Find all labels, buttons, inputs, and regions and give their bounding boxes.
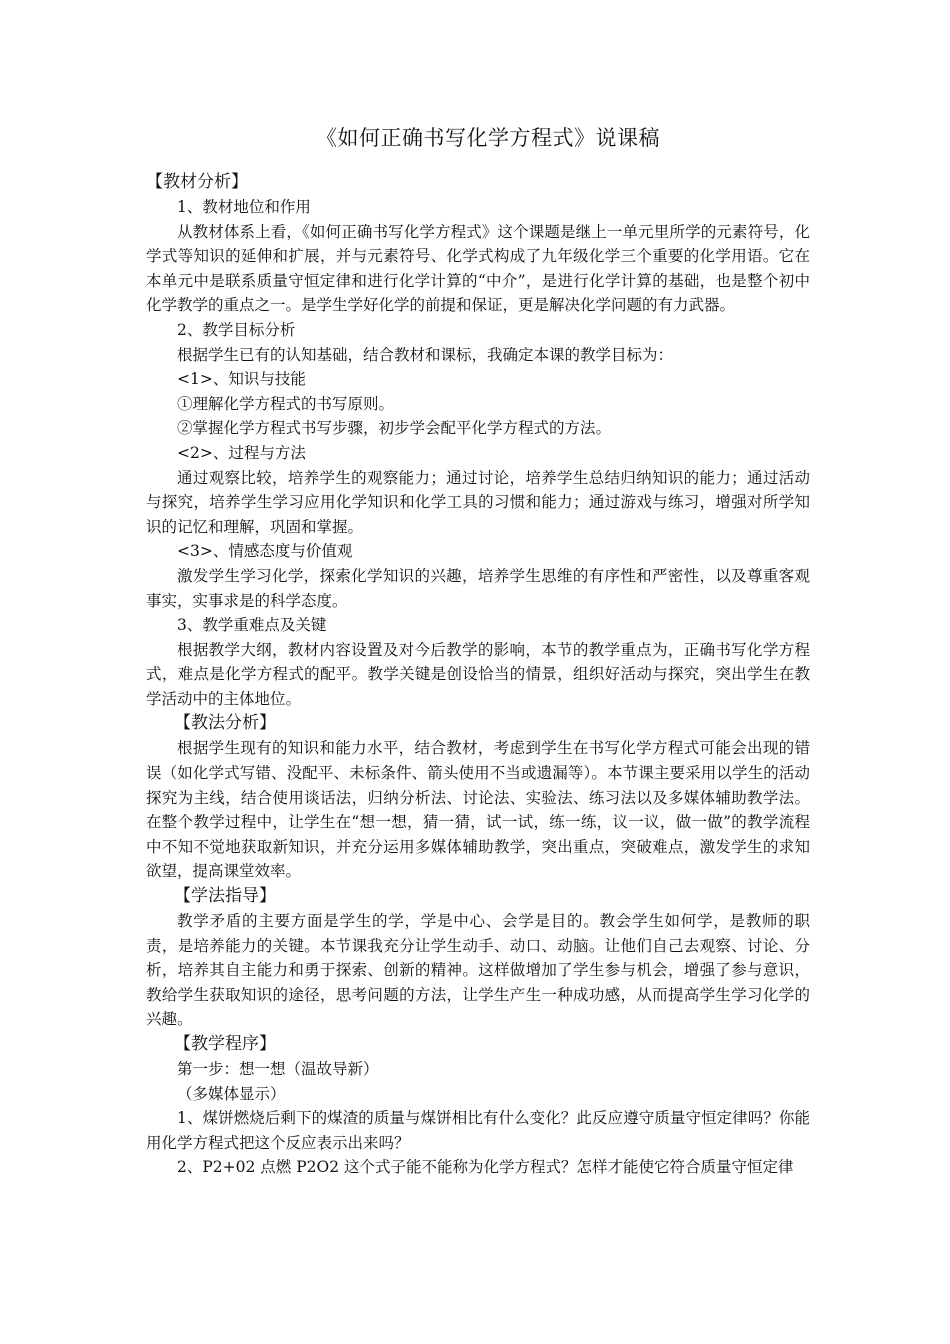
step-title: 第一步：想一想（温故导新）: [177, 1060, 379, 1078]
subsection-title: 2、教学目标分析: [177, 320, 296, 339]
paragraph: 根据教学大纲，教材内容设置及对今后教学的影响，本节的教学重点为，正确书写化学方程式，难点是化学方程式的配平。教学关键是创设恰当的情景，组织好活动与探究，突出学生在教学活动中的主体地位。: [146, 640, 810, 708]
paragraph: 从教材体系上看，《如何正确书写化学方程式》这个课题是继上一单元里所学的元素符号，化学式等知识的延伸和扩展，并与元素符号、化学式构成了九年级化学三个重要的化学用语。它在本单元中是联系质量守恒定律和进行化学计算的“中介”，是进行化学计算的基础，也是整个初中化学教学的重点之一。是学生学好化学的前提和保证，更是解决化学问题的有力武器。: [146, 222, 810, 315]
paragraph: 通过观察比较，培养学生的观察能力；通过讨论，培养学生总结归纳知识的能力；通过活动与探究，培养学生学习应用化学知识和化学工具的习惯和能力；通过游戏与练习，增强对所学知识的记忆和理解，巩固和掌握。: [146, 468, 810, 536]
goal-item: ②掌握化学方程式书写步骤，初步学会配平化学方程式的方法。: [177, 419, 612, 438]
goal-title: <1>、知识与技能: [177, 370, 306, 389]
paragraph: 根据学生现有的知识和能力水平，结合教材，考虑到学生在书写化学方程式可能会出现的错误（如化学式写错、没配平、未标条件、箭头使用不当或遗漏等）。本节课主要采用以学生的活动探究为主线，结合使用谈话法，归纳分析法、讨论法、实验法、练习法以及多媒体辅助教学法。在整个教学过程中，让学生在“想一想，猜一猜，试一试，练一练，议一议，做一做”的教学流程中不知不觉地获取新知识，并充分运用多媒体辅助教学，突出重点，突破难点，激发学生的求知欲望，提高课堂效率。: [146, 739, 810, 881]
paragraph: 激发学生学习化学，探索化学知识的兴趣，培养学生思维的有序性和严密性，以及尊重客观事实，实事求是的科学态度。: [146, 566, 810, 610]
goal-title: <3>、情感态度与价值观: [177, 542, 353, 561]
section-heading-textbook-analysis: 【教材分析】: [146, 172, 248, 192]
paragraph: 根据学生已有的认知基础，结合教材和课标，我确定本课的教学目标为：: [177, 345, 674, 364]
goal-title: <2>、过程与方法: [177, 443, 306, 462]
question-item: 2、P2+02 点燃 P2O2 这个式子能不能称为化学方程式？怎样才能使它符合质量守恒定律: [177, 1158, 794, 1177]
section-heading-learning-guidance: 【学法指导】: [174, 886, 276, 907]
question-item: 1、煤饼燃烧后剩下的煤渣的质量与煤饼相比有什么变化？此反应遵守质量守恒定律吗？你能用化学方程式把这个反应表示出来吗？: [146, 1109, 810, 1152]
document-page: [146, 120, 810, 1180]
subsection-title: 3、教学重难点及关键: [177, 616, 327, 635]
goal-item: ①理解化学方程式的书写原则。: [177, 394, 395, 413]
media-note: （多媒体显示）: [177, 1084, 286, 1103]
section-heading-teaching-method: 【教法分析】: [174, 713, 276, 734]
section-heading-teaching-procedure: 【教学程序】: [174, 1034, 276, 1054]
subsection-title: 1、教材地位和作用: [177, 198, 311, 216]
document-title: 《如何正确书写化学方程式》说课稿: [316, 126, 660, 150]
paragraph: 教学矛盾的主要方面是学生的学，学是中心、会学是目的。教会学生如何学，是教师的职责，是培养能力的关键。本节课我充分让学生动手、动口、动脑。让他们自己去观察、讨论、分析，培养其自主能力和勇于探索、创新的精神。这样做增加了学生参与机会，增强了参与意识，教给学生获取知识的途径，思考问题的方法，让学生产生一种成功感，从而提高学生学习化学的兴趣。: [146, 912, 810, 1029]
